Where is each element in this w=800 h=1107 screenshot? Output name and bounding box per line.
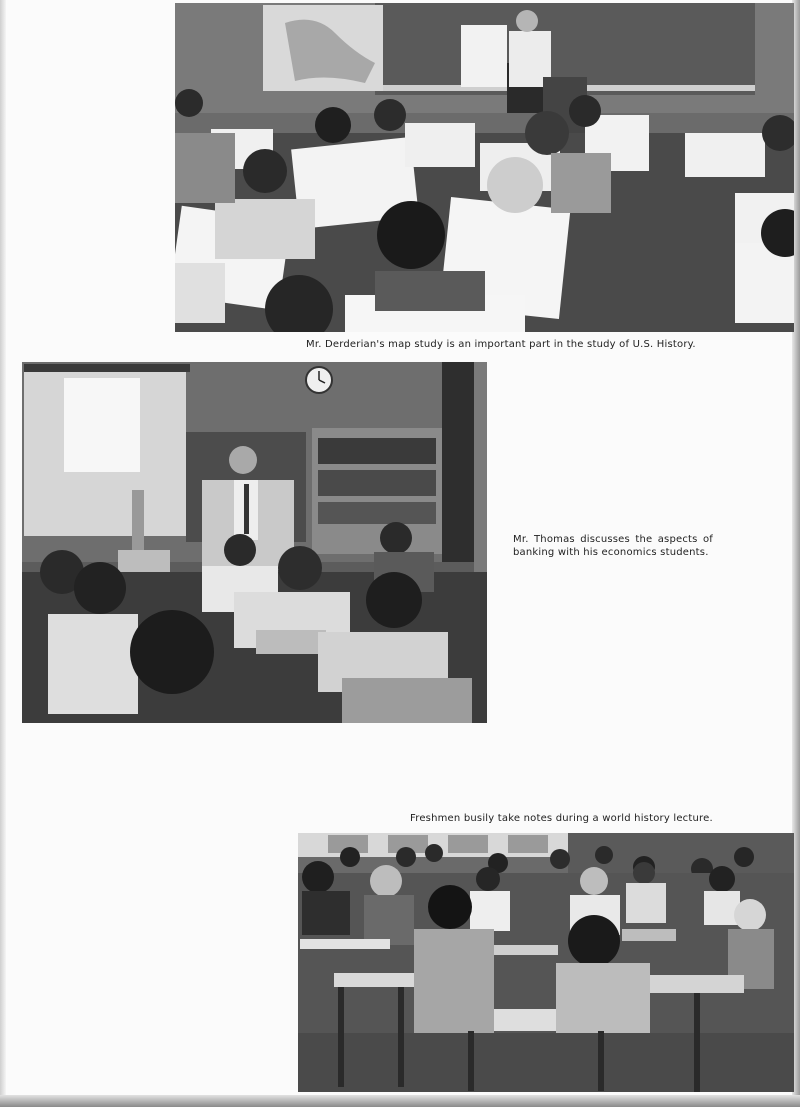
banking-caption: Mr. Thomas discusses the aspects of banking with his economics students. (513, 534, 713, 558)
page-left-edge (0, 0, 6, 1107)
page-bottom-edge (0, 1095, 800, 1107)
banking-lesson-photo (22, 362, 487, 723)
world-history-lecture-photo (298, 833, 794, 1092)
freshmen-caption: Freshmen busily take notes during a world history lecture. (410, 813, 713, 824)
map-study-caption: Mr. Derderian's map study is an important part in the study of U.S. History. (306, 339, 696, 350)
map-study-photo (175, 3, 794, 332)
